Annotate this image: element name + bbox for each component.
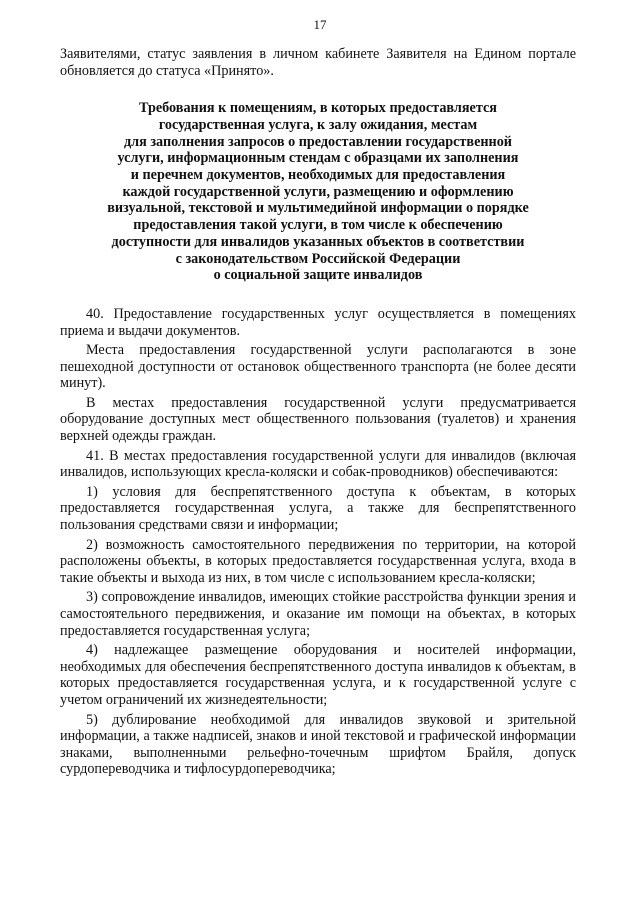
heading-line: с законодательством Российской Федерации — [175, 250, 461, 267]
heading-line: и перечнем документов, необходимых для предоставления — [130, 167, 506, 183]
heading-line: услуги, информационным стендам с образцами их заполнения — [117, 150, 519, 167]
intro-paragraph: Заявителями, статус заявления в личном кабинете Заявителя на Едином портале обновляется до статуса «Принято». — [60, 46, 576, 79]
document-body — [60, 46, 576, 778]
list-item-1: 1) условия для беспрепятственного доступа к объектам, в которых предоставляется государственная услуга, а также для беспрепятственного пользования средствами связи и информации; — [60, 483, 576, 534]
paragraph-location: Места предоставления государственной услуги располагаются в зоне пешеходной доступности от остановок общественного транспорта (не более десяти минут). — [60, 342, 576, 392]
paragraph-facilities: В местах предоставления государственной услуги предусматривается оборудование доступных мест общественного пользования (туалетов) и хранения верхней одежды граждан. — [60, 394, 576, 445]
list-item-2: 2) возможность самостоятельного передвижения по территории, на которой расположены объекты, в которых предоставляется государственная услуга, входа в такие объекты и выхода из них, в том числе с использованием кресла-коляски; — [60, 536, 576, 586]
paragraph-40: 40. Предоставление государственных услуг осуществляется в помещениях приема и выдачи документов. — [60, 305, 576, 339]
heading-line: государственная услуга, к залу ожидания, местам — [158, 116, 478, 133]
heading-line: каждой государственной услуги, размещению и оформлению — [122, 183, 514, 200]
list-item-3: 3) сопровождение инвалидов, имеющих стойкие расстройства функции зрения и самостоятельного передвижения, и оказание им помощи на объектах, в которых предоставляется государственная услуга; — [60, 589, 576, 639]
heading-line: для заполнения запросов о предоставлении государственной — [124, 133, 512, 150]
heading-line: о социальной защите инвалидов — [213, 267, 423, 284]
page-number: 17 — [313, 17, 327, 32]
heading-line: визуальной, текстовой и мультимедийной информации о порядке — [107, 200, 529, 217]
heading-line: Требования к помещениям, в которых предоставляется — [139, 100, 497, 117]
list-item-5: 5) дублирование необходимой для инвалидов звуковой и зрительной информации, а также надписей, знаков и иной текстовой и графической информации знаками, выполненными рельефно-точечным шрифтом Брайля, допуск сурдопереводчика и тифлосурдопереводчика; — [60, 711, 576, 778]
section-heading — [60, 100, 576, 284]
paragraph-41: 41. В местах предоставления государственной услуги для инвалидов (включая инвалидов, использующих кресла-коляски и собак-проводников) обеспечиваются: — [60, 447, 576, 481]
heading-line: доступности для инвалидов указанных объектов в соответствии — [111, 233, 525, 250]
heading-line: предоставления такой услуги, в том числе к обеспечению — [133, 217, 503, 234]
list-item-4: 4) надлежащее размещение оборудования и носителей информации, необходимых для обеспечения беспрепятственного доступа инвалидов к объектам, в которых предоставляется государственная услуга, и к государственной услуге с учетом ограничений их жизнедеятельности; — [60, 642, 576, 708]
